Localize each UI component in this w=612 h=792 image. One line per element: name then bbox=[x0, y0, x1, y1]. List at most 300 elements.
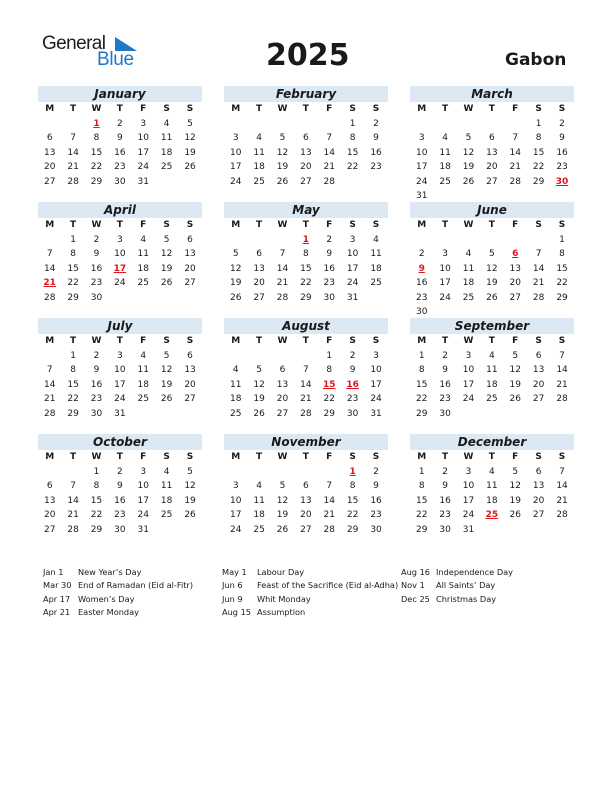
weekday-label: T bbox=[488, 452, 495, 462]
empty-cell bbox=[318, 117, 341, 132]
day-cell: 28 bbox=[300, 408, 312, 419]
day-cell: 25 bbox=[253, 176, 265, 187]
day-cell: 31 bbox=[137, 176, 149, 187]
day-cell: 20 bbox=[300, 510, 312, 520]
holiday-name: All Saints’ Day bbox=[436, 580, 496, 591]
day-cell: 5 bbox=[512, 466, 519, 477]
day-cell: 23 bbox=[90, 278, 103, 288]
day-cell: 14 bbox=[67, 147, 79, 158]
day-grid bbox=[38, 450, 202, 537]
day-cell: 20 bbox=[184, 263, 196, 274]
day-cell: 27 bbox=[253, 292, 265, 303]
day-cell: 5 bbox=[232, 249, 239, 259]
weekday-label: F bbox=[512, 336, 519, 346]
day-cell: 15 bbox=[90, 495, 103, 506]
day-cell: 8 bbox=[418, 481, 425, 491]
day-cell: 30 bbox=[346, 408, 359, 419]
day-cell: 9 bbox=[373, 481, 379, 491]
day-cell: 19 bbox=[160, 263, 173, 274]
day-cell: 5 bbox=[512, 350, 519, 361]
weekday-label: T bbox=[116, 336, 123, 346]
logo-text-general: General bbox=[42, 33, 106, 54]
day-cell: 24 bbox=[415, 176, 428, 187]
empty-cell bbox=[61, 117, 84, 132]
day-cell: 14 bbox=[323, 495, 335, 506]
day-cell: 30 bbox=[415, 307, 428, 317]
day-cell: 1 bbox=[70, 350, 76, 361]
day-cell: 17 bbox=[439, 278, 451, 288]
day-cell: 7 bbox=[70, 481, 76, 491]
day-cell: 2 bbox=[117, 118, 123, 129]
day-cell: 31 bbox=[370, 408, 382, 419]
day-cell: 28 bbox=[556, 394, 568, 404]
weekday-label: M bbox=[417, 220, 427, 230]
empty-cell bbox=[527, 233, 550, 248]
weekday-label: S bbox=[372, 336, 380, 346]
weekday-label: T bbox=[256, 452, 263, 462]
day-cell: 5 bbox=[187, 466, 193, 477]
weekday-label: S bbox=[372, 452, 380, 462]
day-cell: 25 bbox=[137, 278, 149, 288]
weekday-label: T bbox=[70, 104, 77, 114]
day-cell: 23 bbox=[415, 292, 428, 303]
day-cell: 13 bbox=[300, 147, 312, 158]
day-cell: 3 bbox=[232, 133, 239, 143]
day-cell: 14 bbox=[323, 147, 335, 158]
month-december bbox=[410, 434, 574, 537]
day-cell: 26 bbox=[276, 176, 289, 187]
day-cell: 21 bbox=[323, 510, 335, 520]
day-cell: 29 bbox=[67, 292, 79, 303]
day-cell: 13 bbox=[532, 481, 545, 491]
day-cell: 16 bbox=[90, 263, 103, 274]
day-grid bbox=[410, 334, 574, 421]
day-cell: 3 bbox=[465, 350, 472, 361]
day-cell: 15 bbox=[415, 379, 428, 390]
weekday-label: W bbox=[463, 452, 474, 462]
weekday-label: T bbox=[70, 336, 77, 346]
month-january bbox=[38, 86, 202, 189]
day-cell: 22 bbox=[415, 510, 428, 520]
day-cell: 2 bbox=[559, 118, 565, 129]
day-cell: 12 bbox=[184, 133, 196, 143]
day-cell: 13 bbox=[253, 263, 265, 274]
day-cell: 24 bbox=[114, 394, 126, 404]
day-cell: 7 bbox=[535, 249, 542, 259]
day-cell: 26 bbox=[253, 408, 265, 419]
empty-cell bbox=[480, 117, 503, 132]
day-cell: 6 bbox=[46, 133, 53, 143]
month-may bbox=[224, 202, 388, 305]
day-cell: 29 bbox=[67, 408, 79, 419]
month-title: January bbox=[38, 86, 202, 102]
month-title: May bbox=[224, 202, 388, 218]
weekday-label: T bbox=[256, 220, 263, 230]
day-cell: 2 bbox=[326, 234, 333, 245]
day-cell: 8 bbox=[93, 481, 100, 491]
weekday-label: F bbox=[326, 104, 333, 114]
day-cell: 4 bbox=[465, 249, 472, 259]
day-cell: 4 bbox=[256, 481, 262, 491]
empty-cell bbox=[433, 117, 456, 132]
day-cell: 5 bbox=[163, 234, 170, 245]
day-cell: 24 bbox=[439, 292, 451, 303]
day-cell: 29 bbox=[532, 176, 545, 187]
day-cell: 25 bbox=[462, 292, 475, 303]
holiday-entry bbox=[222, 566, 398, 579]
day-cell: 13 bbox=[532, 365, 545, 375]
empty-cell bbox=[410, 117, 433, 132]
day-cell: 9 bbox=[117, 133, 123, 143]
day-cell: 22 bbox=[415, 394, 428, 404]
day-cell: 22 bbox=[323, 394, 335, 404]
day-cell: 3 bbox=[349, 234, 356, 245]
day-cell: 18 bbox=[439, 162, 451, 172]
day-cell: 18 bbox=[253, 510, 265, 520]
weekday-label: S bbox=[535, 336, 542, 346]
month-july bbox=[38, 318, 202, 421]
day-cell: 12 bbox=[160, 249, 173, 259]
day-cell: 20 bbox=[276, 394, 289, 404]
day-cell: 27 bbox=[300, 524, 312, 535]
holiday-name: Easter Monday bbox=[78, 607, 139, 618]
weekday-label: F bbox=[512, 220, 519, 230]
weekday-label: T bbox=[302, 220, 309, 230]
day-cell: 4 bbox=[232, 365, 239, 375]
day-cell: 3 bbox=[140, 118, 147, 129]
holiday-entry bbox=[222, 606, 398, 619]
day-cell: 2 bbox=[93, 234, 100, 245]
weekday-label: S bbox=[372, 104, 380, 114]
empty-cell bbox=[224, 233, 247, 248]
day-cell: 2 bbox=[93, 350, 100, 361]
weekday-label: W bbox=[463, 220, 474, 230]
day-cell: 22 bbox=[346, 510, 359, 520]
weekday-label: W bbox=[91, 452, 102, 462]
holiday-day: 1 bbox=[349, 466, 356, 477]
day-cell: 4 bbox=[163, 466, 170, 477]
day-cell: 19 bbox=[184, 495, 196, 506]
day-cell: 2 bbox=[418, 249, 425, 259]
holiday-date: Aug 16 bbox=[401, 567, 431, 577]
empty-cell bbox=[224, 349, 247, 364]
day-cell: 1 bbox=[349, 118, 356, 129]
day-cell: 16 bbox=[556, 147, 568, 158]
holiday-name: Independence Day bbox=[436, 567, 513, 577]
empty-cell bbox=[457, 233, 480, 248]
day-cell: 29 bbox=[556, 292, 568, 303]
day-cell: 26 bbox=[184, 510, 196, 520]
day-cell: 31 bbox=[114, 408, 126, 419]
weekday-label: S bbox=[558, 104, 566, 114]
day-cell: 12 bbox=[184, 481, 196, 491]
day-cell: 1 bbox=[93, 466, 100, 477]
holiday-day: 30 bbox=[555, 176, 569, 187]
weekday-label: T bbox=[116, 452, 123, 462]
day-cell: 18 bbox=[486, 379, 498, 390]
day-cell: 19 bbox=[229, 278, 242, 288]
empty-cell bbox=[224, 117, 247, 132]
weekday-label: F bbox=[512, 104, 519, 114]
day-cell: 15 bbox=[346, 147, 359, 158]
day-cell: 19 bbox=[462, 162, 475, 172]
day-cell: 6 bbox=[489, 133, 495, 143]
weekday-label: S bbox=[558, 336, 566, 346]
month-title: February bbox=[224, 86, 388, 102]
empty-cell bbox=[504, 117, 527, 132]
day-cell: 11 bbox=[137, 365, 149, 375]
day-cell: 22 bbox=[90, 510, 103, 520]
weekday-label: W bbox=[91, 220, 102, 230]
month-title: December bbox=[410, 434, 574, 450]
day-cell: 16 bbox=[370, 147, 382, 158]
empty-cell bbox=[294, 349, 317, 364]
weekday-label: W bbox=[91, 104, 102, 114]
month-september bbox=[410, 318, 574, 421]
day-cell: 15 bbox=[90, 147, 103, 158]
day-cell: 7 bbox=[559, 350, 565, 361]
weekday-label: M bbox=[45, 452, 55, 462]
day-cell: 22 bbox=[67, 394, 79, 404]
day-cell: 6 bbox=[187, 234, 193, 245]
day-cell: 20 bbox=[532, 379, 545, 390]
holiday-name: Women’s Day bbox=[78, 593, 135, 604]
day-cell: 11 bbox=[253, 147, 265, 158]
day-cell: 28 bbox=[509, 176, 521, 187]
weekday-label: T bbox=[256, 104, 263, 114]
day-cell: 5 bbox=[279, 481, 286, 491]
empty-cell bbox=[271, 117, 294, 132]
holiday-day: 21 bbox=[43, 278, 56, 288]
weekday-label: T bbox=[70, 220, 77, 230]
day-cell: 16 bbox=[415, 278, 428, 288]
day-cell: 25 bbox=[439, 176, 451, 187]
weekday-label: S bbox=[535, 104, 542, 114]
day-cell: 16 bbox=[114, 495, 126, 506]
day-cell: 23 bbox=[114, 162, 126, 172]
weekday-label: S bbox=[186, 220, 194, 230]
day-cell: 15 bbox=[67, 379, 79, 390]
day-cell: 24 bbox=[346, 278, 359, 288]
day-cell: 29 bbox=[415, 524, 428, 535]
day-cell: 20 bbox=[486, 162, 498, 172]
weekday-label: T bbox=[488, 220, 495, 230]
empty-cell bbox=[224, 465, 247, 480]
empty-cell bbox=[247, 233, 270, 248]
day-cell: 4 bbox=[489, 350, 495, 361]
day-cell: 10 bbox=[137, 133, 149, 143]
day-cell: 31 bbox=[415, 191, 428, 201]
day-cell: 18 bbox=[160, 495, 173, 506]
day-cell: 2 bbox=[373, 466, 379, 477]
day-cell: 22 bbox=[346, 162, 359, 172]
weekday-label: S bbox=[372, 220, 380, 230]
weekday-label: M bbox=[231, 104, 241, 114]
day-cell: 2 bbox=[373, 118, 379, 129]
weekday-label: T bbox=[442, 220, 449, 230]
day-cell: 8 bbox=[559, 249, 565, 259]
day-cell: 5 bbox=[163, 350, 170, 361]
day-cell: 18 bbox=[253, 162, 265, 172]
holiday-day: 17 bbox=[113, 263, 127, 274]
day-cell: 22 bbox=[532, 162, 545, 172]
calendar-year: 2025 bbox=[266, 38, 350, 73]
day-cell: 29 bbox=[300, 292, 312, 303]
weekday-label: S bbox=[163, 452, 170, 462]
holiday-date: Apr 21 bbox=[43, 607, 71, 618]
day-cell: 17 bbox=[114, 379, 126, 390]
day-cell: 29 bbox=[323, 408, 335, 419]
day-cell: 7 bbox=[326, 481, 333, 491]
day-cell: 8 bbox=[303, 249, 309, 259]
day-cell: 9 bbox=[442, 481, 448, 491]
day-cell: 23 bbox=[90, 394, 103, 404]
day-cell: 23 bbox=[439, 510, 451, 520]
holiday-day: 6 bbox=[512, 249, 519, 259]
day-cell: 12 bbox=[509, 481, 521, 491]
day-cell: 21 bbox=[556, 379, 568, 390]
day-cell: 28 bbox=[532, 292, 545, 303]
day-cell: 5 bbox=[187, 118, 193, 129]
holiday-name: Assumption bbox=[257, 607, 306, 618]
weekday-label: S bbox=[535, 220, 542, 230]
day-cell: 14 bbox=[276, 263, 289, 274]
day-cell: 16 bbox=[370, 495, 382, 506]
day-cell: 3 bbox=[117, 234, 123, 245]
holiday-date: Jan 1 bbox=[43, 567, 64, 577]
day-cell: 28 bbox=[67, 524, 79, 535]
day-cell: 4 bbox=[373, 234, 379, 245]
day-cell: 18 bbox=[486, 495, 498, 506]
day-cell: 3 bbox=[418, 133, 425, 143]
day-cell: 7 bbox=[303, 365, 309, 375]
weekday-label: T bbox=[442, 336, 449, 346]
day-cell: 25 bbox=[137, 394, 149, 404]
day-cell: 29 bbox=[90, 176, 103, 187]
empty-cell bbox=[61, 465, 84, 480]
weekday-label: M bbox=[45, 336, 55, 346]
month-april bbox=[38, 202, 202, 305]
day-cell: 13 bbox=[184, 365, 196, 375]
empty-cell bbox=[271, 465, 294, 480]
day-grid bbox=[410, 218, 574, 320]
weekday-label: M bbox=[417, 104, 427, 114]
day-cell: 7 bbox=[326, 133, 333, 143]
day-cell: 21 bbox=[67, 162, 79, 172]
day-cell: 6 bbox=[256, 249, 262, 259]
day-cell: 1 bbox=[326, 350, 333, 361]
day-cell: 26 bbox=[229, 292, 242, 303]
day-cell: 7 bbox=[46, 249, 53, 259]
weekday-label: W bbox=[277, 104, 288, 114]
day-cell: 13 bbox=[509, 263, 521, 274]
weekday-label: W bbox=[91, 336, 102, 346]
day-cell: 18 bbox=[229, 394, 242, 404]
day-cell: 25 bbox=[486, 394, 498, 404]
day-cell: 31 bbox=[462, 524, 475, 535]
day-cell: 19 bbox=[160, 379, 173, 390]
empty-cell bbox=[38, 465, 61, 480]
weekday-label: W bbox=[277, 220, 288, 230]
day-cell: 3 bbox=[465, 466, 472, 477]
month-october bbox=[38, 434, 202, 537]
day-cell: 21 bbox=[300, 394, 312, 404]
day-cell: 17 bbox=[137, 495, 149, 506]
holiday-day: 16 bbox=[346, 379, 359, 390]
weekday-label: S bbox=[163, 104, 170, 114]
weekday-label: W bbox=[463, 104, 474, 114]
weekday-label: S bbox=[535, 452, 542, 462]
day-cell: 24 bbox=[462, 394, 475, 404]
day-cell: 24 bbox=[114, 278, 126, 288]
day-cell: 11 bbox=[439, 147, 451, 158]
day-cell: 22 bbox=[300, 278, 312, 288]
holiday-column bbox=[43, 566, 193, 620]
month-title: October bbox=[38, 434, 202, 450]
weekday-label: T bbox=[488, 336, 495, 346]
day-cell: 11 bbox=[370, 249, 382, 259]
day-cell: 14 bbox=[556, 481, 568, 491]
holiday-date: Nov 1 bbox=[401, 580, 425, 591]
empty-cell bbox=[247, 117, 270, 132]
weekday-label: T bbox=[488, 104, 495, 114]
holiday-day: 1 bbox=[302, 234, 309, 245]
empty-cell bbox=[38, 117, 61, 132]
month-june bbox=[410, 202, 574, 320]
weekday-label: T bbox=[256, 336, 263, 346]
day-cell: 10 bbox=[370, 365, 382, 375]
weekday-label: F bbox=[140, 220, 147, 230]
day-cell: 9 bbox=[559, 133, 565, 143]
holiday-date: Aug 15 bbox=[222, 607, 252, 618]
day-cell: 27 bbox=[486, 176, 498, 187]
day-cell: 17 bbox=[229, 162, 242, 172]
weekday-label: T bbox=[116, 104, 123, 114]
day-cell: 12 bbox=[160, 365, 173, 375]
day-cell: 5 bbox=[465, 133, 472, 143]
day-cell: 6 bbox=[279, 365, 286, 375]
day-grid bbox=[224, 218, 388, 305]
day-cell: 15 bbox=[532, 147, 545, 158]
day-cell: 11 bbox=[137, 249, 149, 259]
empty-cell bbox=[410, 233, 433, 248]
day-cell: 12 bbox=[276, 147, 289, 158]
empty-cell bbox=[271, 349, 294, 364]
month-title: September bbox=[410, 318, 574, 334]
day-cell: 20 bbox=[532, 495, 545, 506]
day-cell: 26 bbox=[509, 394, 521, 404]
weekday-label: M bbox=[231, 220, 241, 230]
day-cell: 11 bbox=[486, 365, 498, 375]
day-cell: 16 bbox=[114, 147, 126, 158]
weekday-label: S bbox=[186, 452, 194, 462]
day-cell: 8 bbox=[70, 365, 76, 375]
weekday-label: S bbox=[163, 336, 170, 346]
day-cell: 21 bbox=[276, 278, 289, 288]
day-cell: 7 bbox=[279, 249, 286, 259]
weekday-label: M bbox=[45, 220, 55, 230]
day-cell: 13 bbox=[300, 495, 312, 506]
weekday-label: T bbox=[302, 104, 309, 114]
day-cell: 3 bbox=[232, 481, 239, 491]
day-cell: 12 bbox=[509, 365, 521, 375]
weekday-label: M bbox=[231, 336, 241, 346]
day-cell: 17 bbox=[462, 495, 475, 506]
day-cell: 25 bbox=[160, 162, 173, 172]
empty-cell bbox=[294, 117, 317, 132]
weekday-label: T bbox=[442, 452, 449, 462]
weekday-label: W bbox=[463, 336, 474, 346]
